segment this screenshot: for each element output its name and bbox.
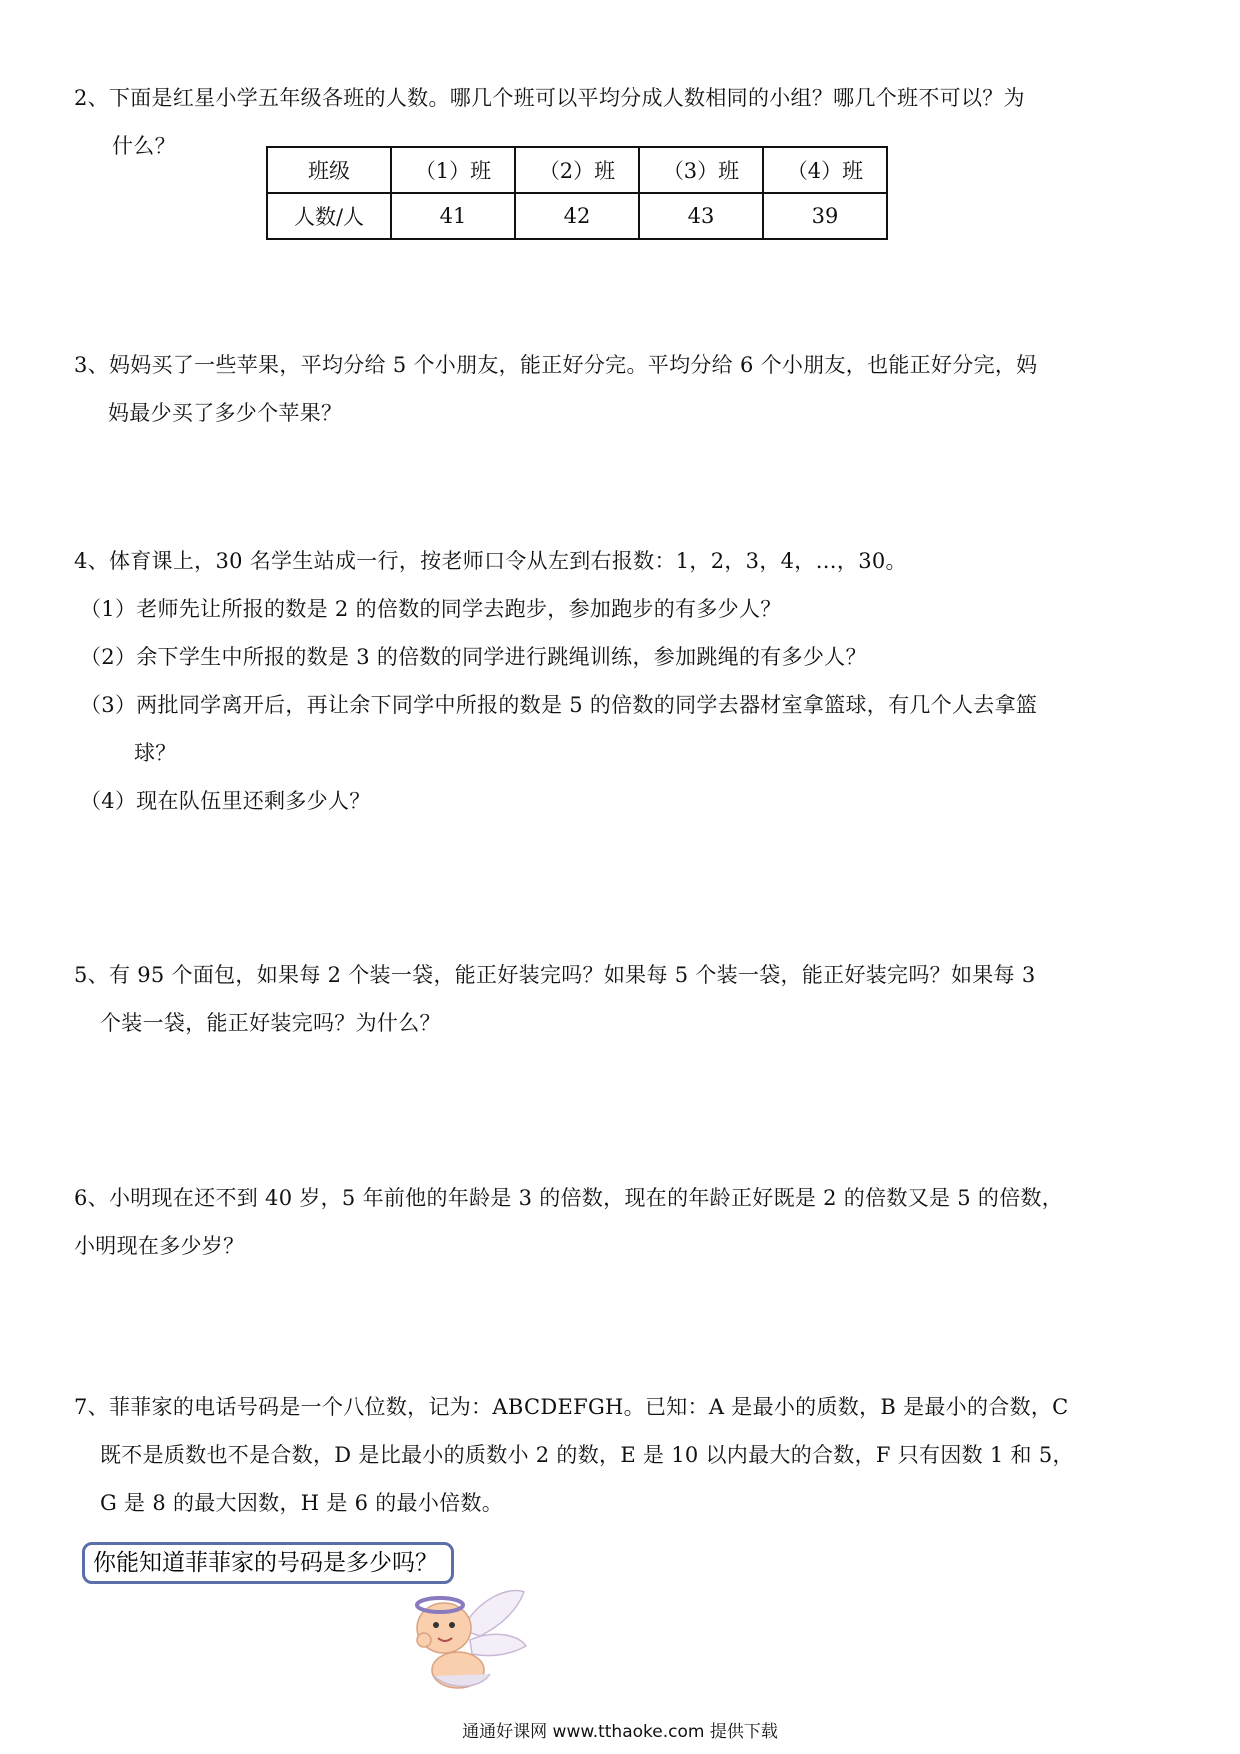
q4-sub1: （1）老师先让所报的数是 2 的倍数的同学去跑步，参加跑步的有多少人？ [80, 597, 782, 621]
footer-credit: 通通好课网 www.tthaoke.com 提供下载 [462, 1722, 778, 1742]
q3-line2: 妈最少买了多少个苹果？ [108, 401, 343, 425]
q4-sub2: （2）余下学生中所报的数是 3 的倍数的同学进行跳绳训练，参加跳绳的有多少人？ [80, 645, 867, 669]
table-cell: 43 [639, 193, 763, 239]
table-cell: （4）班 [763, 147, 887, 193]
q5-line2: 个装一袋，能正好装完吗？为什么？ [100, 1011, 441, 1035]
q3-line1: 3、妈妈买了一些苹果，平均分给 5 个小朋友，能正好分完。平均分给 6 个小朋友，也能正好分完，妈 [74, 353, 1038, 377]
q4-line1: 4、体育课上，30 名学生站成一行，按老师口令从左到右报数：1，2，3，4，…，30。 [74, 549, 907, 573]
q4-sub3b: 球？ [134, 741, 177, 765]
q2-line1: 2、下面是红星小学五年级各班的人数。哪几个班可以平均分成人数相同的小组？哪几个班不可以？为 [74, 86, 1025, 110]
q7-line1: 7、菲菲家的电话号码是一个八位数，记为：ABCDEFGH。已知：A 是最小的质数，B 是最小的合数，C [74, 1395, 1069, 1419]
table-cell: （3）班 [639, 147, 763, 193]
q5-line1: 5、有 95 个面包，如果每 2 个装一袋，能正好装完吗？如果每 5 个装一袋，能正好装完吗？如果每 3 [74, 963, 1036, 987]
q4-sub4: （4）现在队伍里还剩多少人？ [80, 789, 371, 813]
table-cell: 41 [391, 193, 515, 239]
q6-line1: 6、小明现在还不到 40 岁，5 年前他的年龄是 3 的倍数，现在的年龄正好既是 2 的倍数又是 5 的倍数， [74, 1186, 1064, 1210]
q2-line2: 什么？ [112, 134, 176, 158]
class-size-table [266, 146, 888, 240]
table-cell: 42 [515, 193, 639, 239]
q6-line2: 小明现在多少岁？ [74, 1234, 245, 1258]
cupid-icon [400, 1578, 530, 1698]
q4-sub3a: （3）两批同学离开后，再让余下同学中所报的数是 5 的倍数的同学去器材室拿篮球，有几个人去拿篮 [80, 693, 1038, 717]
table-row [267, 147, 887, 193]
table-cell: （2）班 [515, 147, 639, 193]
table-cell: 班级 [267, 147, 391, 193]
speech-bubble: 你能知道菲菲家的号码是多少吗？ [82, 1542, 454, 1584]
q7-line3: G 是 8 的最大因数，H 是 6 的最小倍数。 [100, 1491, 504, 1515]
table-row [267, 193, 887, 239]
q7-line2: 既不是质数也不是合数，D 是比最小的质数小 2 的数，E 是 10 以内最大的合数，F 只有因数 1 和 5， [100, 1443, 1074, 1467]
table-cell: 39 [763, 193, 887, 239]
table-cell: （1）班 [391, 147, 515, 193]
table-cell: 人数/人 [267, 193, 391, 239]
